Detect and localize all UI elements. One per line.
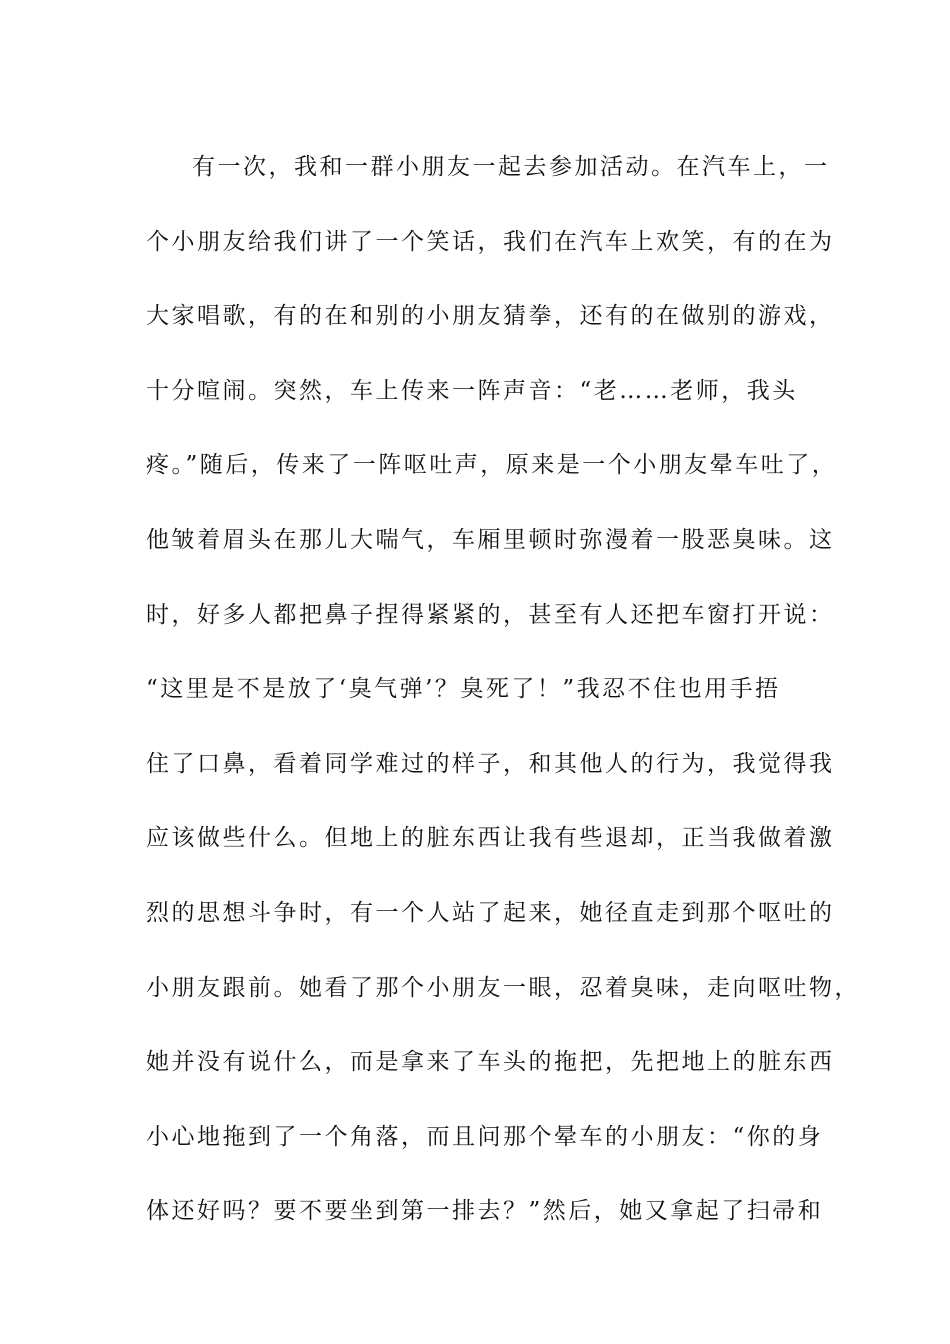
text-line: 有一次，我和一群小朋友一起去参加活动。在汽车上，一 <box>192 154 830 180</box>
text-line: 应该做些什么。但地上的脏东西让我有些退却，正当我做着激 <box>146 825 835 852</box>
text-line: 大家唱歌，有的在和别的小朋友猜拳，还有的在做别的游戏， <box>146 303 835 330</box>
text-line: 疼。”随后，传来了一阵呕吐声，原来是一个小朋友晕车吐了， <box>146 452 838 479</box>
text-line: 他皱着眉头在那儿大喘气，车厢里顿时弥漫着一股恶臭味。这 <box>146 526 835 553</box>
text-line: 十分喧闹。突然，车上传来一阵声音：“老……老师，我头 <box>146 377 798 404</box>
text-line: 时，好多人都把鼻子捏得紧紧的，甚至有人还把车窗打开说： <box>146 601 835 628</box>
text-line: 小朋友跟前。她看了那个小朋友一眼，忍着臭味，走向呕吐物， <box>146 974 860 1001</box>
text-line: 住了口鼻，看着同学难过的样子，和其他人的行为，我觉得我 <box>146 750 835 777</box>
text-line: 小心地拖到了一个角落，而且问那个晕车的小朋友：“你的身 <box>146 1123 824 1150</box>
text-line: 烈的思想斗争时，有一个人站了起来，她径直走到那个呕吐的 <box>146 899 835 926</box>
text-line: 体还好吗？要不要坐到第一排去？”然后，她又拿起了扫帚和 <box>146 1198 824 1225</box>
text-line: 她并没有说什么，而是拿来了车头的拖把，先把地上的脏东西 <box>146 1049 835 1076</box>
body-paragraph <box>146 130 860 1249</box>
text-line: “这里是不是放了‘臭气弹’？臭死了！”我忍不住也用手捂 <box>146 676 781 703</box>
text-line: 个小朋友给我们讲了一个笑话，我们在汽车上欢笑，有的在为 <box>146 228 835 255</box>
